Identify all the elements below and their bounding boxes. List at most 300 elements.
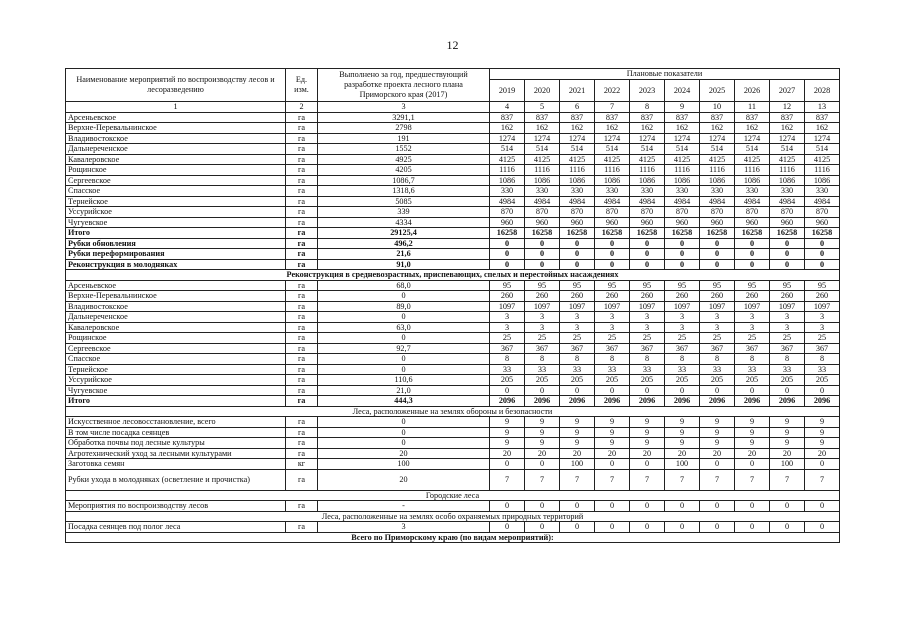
row-plan-value: 4984 (735, 196, 770, 207)
row-name: Реконструкция в молодняках (66, 259, 286, 270)
row-name: Арсеньевское (66, 112, 286, 123)
row-done-2017: 0 (318, 417, 490, 428)
row-plan-value: 0 (525, 259, 560, 270)
row-plan-value: 0 (630, 522, 665, 533)
row-plan-value: 95 (490, 280, 525, 291)
row-plan-value: 260 (525, 291, 560, 302)
row-plan-value: 95 (805, 280, 840, 291)
row-plan-value: 367 (735, 343, 770, 354)
column-number: 6 (560, 102, 595, 113)
row-plan-value: 3 (770, 312, 805, 323)
row-plan-value: 25 (525, 333, 560, 344)
row-name: Уссурийское (66, 207, 286, 218)
row-plan-value: 1274 (595, 133, 630, 144)
row-plan-value: 7 (525, 469, 560, 490)
row-plan-value: 2096 (805, 396, 840, 407)
row-plan-value: 0 (630, 249, 665, 260)
row-plan-value: 0 (735, 259, 770, 270)
row-plan-value: 16258 (805, 228, 840, 239)
row-plan-value: 9 (805, 438, 840, 449)
row-plan-value: 8 (805, 354, 840, 365)
row-unit: га (286, 259, 318, 270)
row-unit: га (286, 417, 318, 428)
row-plan-value: 205 (735, 375, 770, 386)
row-unit: га (286, 196, 318, 207)
row-plan-value: 3 (490, 312, 525, 323)
row-plan-value: 1097 (805, 301, 840, 312)
row-unit: га (286, 469, 318, 490)
row-done-2017: 0 (318, 438, 490, 449)
row-plan-value: 960 (595, 217, 630, 228)
row-plan-value: 0 (700, 238, 735, 249)
row-done-2017: 110,6 (318, 375, 490, 386)
row-done-2017: 21,6 (318, 249, 490, 260)
row-plan-value: 0 (525, 459, 560, 470)
row-plan-value: 8 (735, 354, 770, 365)
table-row (66, 375, 840, 386)
row-unit: га (286, 175, 318, 186)
row-plan-value: 25 (805, 333, 840, 344)
row-plan-value: 4984 (700, 196, 735, 207)
row-plan-value: 1086 (665, 175, 700, 186)
row-plan-value: 9 (700, 417, 735, 428)
row-plan-value: 0 (630, 385, 665, 396)
column-number: 10 (700, 102, 735, 113)
row-plan-value: 3 (490, 322, 525, 333)
row-plan-value: 8 (770, 354, 805, 365)
row-plan-value: 4125 (735, 154, 770, 165)
table-row (66, 123, 840, 134)
row-name: Дальнереченское (66, 144, 286, 155)
row-plan-value: 367 (560, 343, 595, 354)
row-plan-value: 3 (560, 322, 595, 333)
row-plan-value: 9 (805, 417, 840, 428)
row-plan-value: 9 (490, 438, 525, 449)
row-plan-value: 0 (700, 249, 735, 260)
row-plan-value: 0 (490, 459, 525, 470)
row-plan-value: 0 (665, 385, 700, 396)
row-name: Сергеевское (66, 175, 286, 186)
row-name: Рубки обновления (66, 238, 286, 249)
row-plan-value: 3 (665, 312, 700, 323)
row-plan-value: 16258 (665, 228, 700, 239)
row-plan-value: 3 (700, 312, 735, 323)
row-plan-value: 0 (805, 249, 840, 260)
row-plan-value: 9 (665, 427, 700, 438)
row-plan-value: 25 (735, 333, 770, 344)
row-plan-value: 0 (560, 259, 595, 270)
section-title: Леса, расположенные на землях обороны и безопасности (66, 406, 840, 417)
row-plan-value: 870 (770, 207, 805, 218)
row-unit: га (286, 522, 318, 533)
table-row (66, 238, 840, 249)
row-plan-value: 4984 (525, 196, 560, 207)
row-name: Итого (66, 396, 286, 407)
row-plan-value: 9 (490, 417, 525, 428)
row-plan-value: 162 (805, 123, 840, 134)
row-unit: га (286, 280, 318, 291)
table-row (66, 364, 840, 375)
row-unit: га (286, 207, 318, 218)
row-plan-value: 837 (735, 112, 770, 123)
row-plan-value: 330 (560, 186, 595, 197)
row-plan-value: 4984 (805, 196, 840, 207)
row-plan-value: 837 (560, 112, 595, 123)
column-number: 4 (490, 102, 525, 113)
header-done: Выполнено за год, предшествующий разработке проекта лесного плана Приморского края (2017) (318, 69, 490, 102)
row-name: Рощинское (66, 165, 286, 176)
row-plan-value: 260 (665, 291, 700, 302)
table-row (66, 249, 840, 260)
table-row (66, 280, 840, 291)
row-name: Спасское (66, 354, 286, 365)
row-plan-value: 870 (595, 207, 630, 218)
section-title: Городские леса (66, 490, 840, 501)
column-number: 3 (318, 102, 490, 113)
row-plan-value: 837 (525, 112, 560, 123)
row-plan-value: 9 (665, 417, 700, 428)
row-plan-value: 0 (700, 501, 735, 512)
table-row (66, 175, 840, 186)
row-plan-value: 9 (490, 427, 525, 438)
table-row (66, 196, 840, 207)
row-plan-value: 0 (700, 522, 735, 533)
row-plan-value: 0 (630, 259, 665, 270)
row-plan-value: 33 (770, 364, 805, 375)
row-plan-value: 260 (805, 291, 840, 302)
row-name: Посадка сеянцев под полог леса (66, 522, 286, 533)
row-done-2017: 1552 (318, 144, 490, 155)
row-done-2017: 0 (318, 354, 490, 365)
row-plan-value: 870 (490, 207, 525, 218)
row-plan-value: 367 (525, 343, 560, 354)
row-plan-value: 8 (700, 354, 735, 365)
row-done-2017: 91,0 (318, 259, 490, 270)
row-plan-value: 1116 (490, 165, 525, 176)
row-plan-value: 9 (630, 438, 665, 449)
column-number: 1 (66, 102, 286, 113)
row-plan-value: 4125 (630, 154, 665, 165)
row-done-2017: 20 (318, 469, 490, 490)
row-plan-value: 1086 (630, 175, 665, 186)
row-plan-value: 367 (595, 343, 630, 354)
row-plan-value: 0 (735, 501, 770, 512)
row-plan-value: 9 (595, 417, 630, 428)
row-plan-value: 367 (630, 343, 665, 354)
row-plan-value: 4125 (560, 154, 595, 165)
row-done-2017: 29125,4 (318, 228, 490, 239)
row-plan-value: 4984 (560, 196, 595, 207)
row-plan-value: 0 (770, 238, 805, 249)
row-plan-value: 162 (735, 123, 770, 134)
row-plan-value: 25 (665, 333, 700, 344)
row-plan-value: 9 (630, 417, 665, 428)
header-year: 2023 (630, 80, 665, 102)
table-row (66, 333, 840, 344)
row-plan-value: 3 (630, 312, 665, 323)
row-plan-value: 9 (700, 438, 735, 449)
row-plan-value: 205 (490, 375, 525, 386)
row-plan-value: 1097 (525, 301, 560, 312)
row-plan-value: 1116 (525, 165, 560, 176)
row-plan-value: 1097 (700, 301, 735, 312)
table-row (66, 207, 840, 218)
row-plan-value: 3 (735, 312, 770, 323)
row-name: Дальнереченское (66, 312, 286, 323)
row-done-2017: 3291,1 (318, 112, 490, 123)
row-done-2017: 0 (318, 427, 490, 438)
row-plan-value: 0 (490, 501, 525, 512)
row-plan-value: 7 (770, 469, 805, 490)
row-plan-value: 9 (770, 417, 805, 428)
row-plan-value: 1274 (630, 133, 665, 144)
row-plan-value: 95 (735, 280, 770, 291)
row-name: Агротехнический уход за лесными культурами (66, 448, 286, 459)
row-done-2017: 4925 (318, 154, 490, 165)
row-unit: га (286, 165, 318, 176)
row-unit: га (286, 238, 318, 249)
row-plan-value: 100 (770, 459, 805, 470)
row-plan-value: 8 (560, 354, 595, 365)
row-plan-value: 2096 (490, 396, 525, 407)
column-number: 2 (286, 102, 318, 113)
row-plan-value: 3 (805, 322, 840, 333)
row-plan-value: 0 (595, 249, 630, 260)
row-plan-value: 2096 (665, 396, 700, 407)
row-plan-value: 100 (560, 459, 595, 470)
row-plan-value: 0 (735, 385, 770, 396)
row-plan-value: 0 (665, 522, 700, 533)
row-plan-value: 1097 (490, 301, 525, 312)
row-plan-value: 33 (595, 364, 630, 375)
row-plan-value: 9 (665, 438, 700, 449)
row-plan-value: 9 (560, 438, 595, 449)
row-plan-value: 260 (490, 291, 525, 302)
row-plan-value: 1116 (560, 165, 595, 176)
row-plan-value: 0 (595, 501, 630, 512)
row-plan-value: 9 (560, 417, 595, 428)
row-plan-value: 330 (735, 186, 770, 197)
row-name: Чугуевское (66, 217, 286, 228)
row-plan-value: 16258 (595, 228, 630, 239)
row-plan-value: 1086 (700, 175, 735, 186)
row-plan-value: 0 (735, 249, 770, 260)
row-name: Уссурийское (66, 375, 286, 386)
row-plan-value: 0 (735, 459, 770, 470)
row-plan-value: 95 (665, 280, 700, 291)
row-plan-value: 0 (525, 501, 560, 512)
row-unit: га (286, 123, 318, 134)
row-plan-value: 1097 (630, 301, 665, 312)
row-unit: га (286, 322, 318, 333)
row-done-2017: 444,3 (318, 396, 490, 407)
row-plan-value: 33 (490, 364, 525, 375)
row-unit: га (286, 249, 318, 260)
row-plan-value: 330 (490, 186, 525, 197)
row-plan-value: 1086 (525, 175, 560, 186)
row-plan-value: 20 (700, 448, 735, 459)
row-plan-value: 0 (805, 238, 840, 249)
row-plan-value: 960 (490, 217, 525, 228)
table-row (66, 469, 840, 490)
row-plan-value: 0 (490, 259, 525, 270)
row-plan-value: 2096 (595, 396, 630, 407)
row-plan-value: 2096 (525, 396, 560, 407)
row-plan-value: 33 (805, 364, 840, 375)
row-plan-value: 1116 (665, 165, 700, 176)
row-plan-value: 1274 (525, 133, 560, 144)
row-plan-value: 1274 (560, 133, 595, 144)
row-plan-value: 960 (665, 217, 700, 228)
row-plan-value: 7 (665, 469, 700, 490)
section-title: Реконструкция в средневозрастных, приспевающих, спелых и перестойных насаждениях (66, 270, 840, 281)
row-plan-value: 0 (665, 501, 700, 512)
row-plan-value: 960 (770, 217, 805, 228)
row-plan-value: 9 (770, 438, 805, 449)
row-plan-value: 25 (700, 333, 735, 344)
row-plan-value: 16258 (700, 228, 735, 239)
row-plan-value: 0 (770, 501, 805, 512)
row-plan-value: 0 (490, 238, 525, 249)
row-done-2017: 100 (318, 459, 490, 470)
row-done-2017: - (318, 501, 490, 512)
row-plan-value: 205 (525, 375, 560, 386)
row-plan-value: 9 (525, 417, 560, 428)
row-plan-value: 95 (560, 280, 595, 291)
table-row (66, 322, 840, 333)
row-plan-value: 4125 (595, 154, 630, 165)
row-unit: га (286, 438, 318, 449)
row-plan-value: 95 (525, 280, 560, 291)
row-plan-value: 2096 (700, 396, 735, 407)
row-plan-value: 0 (490, 385, 525, 396)
row-unit: га (286, 333, 318, 344)
row-name: Тернейское (66, 196, 286, 207)
row-plan-value: 1116 (630, 165, 665, 176)
row-plan-value: 205 (805, 375, 840, 386)
row-plan-value: 0 (525, 249, 560, 260)
row-plan-value: 95 (770, 280, 805, 291)
row-done-2017: 0 (318, 364, 490, 375)
column-number: 13 (805, 102, 840, 113)
row-unit: га (286, 217, 318, 228)
row-plan-value: 9 (805, 427, 840, 438)
row-unit: га (286, 354, 318, 365)
table-row (66, 133, 840, 144)
row-plan-value: 1274 (490, 133, 525, 144)
row-plan-value: 330 (665, 186, 700, 197)
row-plan-value: 1116 (595, 165, 630, 176)
row-plan-value: 1097 (595, 301, 630, 312)
row-plan-value: 0 (805, 459, 840, 470)
row-plan-value: 4125 (490, 154, 525, 165)
row-done-2017: 4205 (318, 165, 490, 176)
row-done-2017: 63,0 (318, 322, 490, 333)
row-plan-value: 330 (700, 186, 735, 197)
row-plan-value: 1116 (805, 165, 840, 176)
table-row (66, 427, 840, 438)
row-plan-value: 260 (630, 291, 665, 302)
row-plan-value: 0 (700, 259, 735, 270)
header-year: 2027 (770, 80, 805, 102)
row-plan-value: 4125 (700, 154, 735, 165)
row-name: Владивостокское (66, 301, 286, 312)
row-plan-value: 205 (560, 375, 595, 386)
row-plan-value: 100 (665, 459, 700, 470)
row-plan-value: 0 (630, 501, 665, 512)
row-name: Кавалеровское (66, 322, 286, 333)
table-row (66, 228, 840, 239)
table-row (66, 438, 840, 449)
row-plan-value: 20 (560, 448, 595, 459)
table-row (66, 312, 840, 323)
table-row (66, 417, 840, 428)
row-done-2017: 0 (318, 291, 490, 302)
row-unit: га (286, 396, 318, 407)
row-done-2017: 0 (318, 333, 490, 344)
row-plan-value: 20 (770, 448, 805, 459)
section-header-row (66, 532, 840, 543)
row-unit: га (286, 448, 318, 459)
row-unit: га (286, 301, 318, 312)
row-plan-value: 870 (700, 207, 735, 218)
row-unit: га (286, 427, 318, 438)
row-plan-value: 25 (490, 333, 525, 344)
row-plan-value: 1274 (700, 133, 735, 144)
row-plan-value: 16258 (525, 228, 560, 239)
row-plan-value: 95 (700, 280, 735, 291)
header-year: 2028 (805, 80, 840, 102)
row-unit: га (286, 501, 318, 512)
row-name: Верхне-Перевальнинское (66, 123, 286, 134)
row-plan-value: 0 (560, 249, 595, 260)
row-name: Заготовка семян (66, 459, 286, 470)
row-plan-value: 2096 (770, 396, 805, 407)
row-name: Владивостокское (66, 133, 286, 144)
row-unit: кг (286, 459, 318, 470)
row-plan-value: 0 (525, 385, 560, 396)
row-done-2017: 0 (318, 312, 490, 323)
row-plan-value: 0 (560, 238, 595, 249)
section-header-row (66, 511, 840, 522)
row-done-2017: 496,2 (318, 238, 490, 249)
header-year: 2024 (665, 80, 700, 102)
row-plan-value: 4984 (665, 196, 700, 207)
row-plan-value: 514 (630, 144, 665, 155)
row-plan-value: 1274 (735, 133, 770, 144)
row-plan-value: 9 (595, 427, 630, 438)
row-plan-value: 0 (770, 385, 805, 396)
row-plan-value: 3 (560, 312, 595, 323)
row-done-2017: 1086,7 (318, 175, 490, 186)
table-row (66, 343, 840, 354)
row-plan-value: 1086 (490, 175, 525, 186)
row-done-2017: 2798 (318, 123, 490, 134)
row-plan-value: 514 (805, 144, 840, 155)
row-plan-value: 0 (560, 522, 595, 533)
row-done-2017: 68,0 (318, 280, 490, 291)
row-plan-value: 837 (805, 112, 840, 123)
row-plan-value: 0 (595, 259, 630, 270)
row-plan-value: 514 (595, 144, 630, 155)
row-plan-value: 3 (630, 322, 665, 333)
row-done-2017: 89,0 (318, 301, 490, 312)
row-plan-value: 0 (490, 522, 525, 533)
row-plan-value: 960 (805, 217, 840, 228)
row-plan-value: 9 (700, 427, 735, 438)
row-unit: га (286, 291, 318, 302)
row-plan-value: 330 (770, 186, 805, 197)
